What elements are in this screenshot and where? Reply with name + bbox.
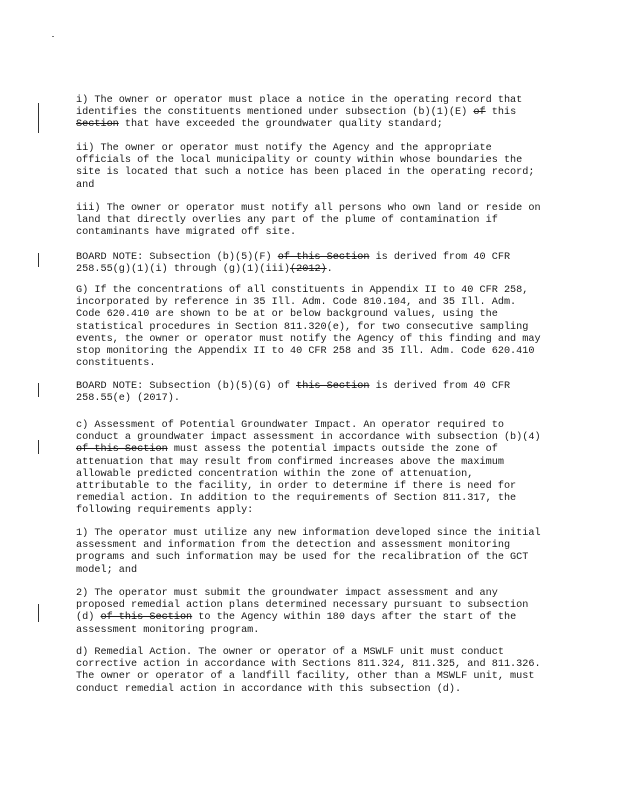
paragraph-i [76,95,546,132]
text-run: this [485,107,517,119]
text-run: that have exceeded the groundwater quality standard; [118,119,443,131]
paragraph-g [76,285,546,370]
revision-bar [38,103,39,133]
paragraph-iii [76,203,546,240]
text-run: 1) The operator must utilize any new information developed since the initial assessment and information from the detection and assessment monitoring programs and such information may be used for the recalibration of the GCT model; and [76,528,541,576]
scan-speck [52,36,54,37]
text-run: iii) The owner or operator must notify all persons who own land or reside on land that directly overlies any part of the plume of contamination if contaminants have migrated off site. [76,203,541,239]
struck-text: of [473,107,486,119]
revision-bar [38,604,39,622]
text-run: must assess the potential impacts outside the zone of attenuation that may result from confirmed increases above the maximum allowable predicted concentration within the zone of attenuation, attributable to the facility, in order to determine if there is need for remedial action. In addition to the requirements of Section 811.317, the following requirements apply: [76,444,517,517]
text-run: ii) The owner or operator must notify the Agency and the appropriate officials of the local municipality or county within whose boundaries the site is located that such a notice has been placed in the operating record; and [76,143,535,191]
board-note-1 [76,252,546,276]
text-run: G) If the concentrations of all constituents in Appendix II to 40 CFR 258, incorporated by reference in 35 Ill. Adm. Code 810.104, and 35 Ill. Adm. Code 620.410 are shown to be at or below background values, using the statistical procedures in Section 811.320(e), for two consecutive sampling events, the owner or operator must notify the Agency of this finding and may stop monitoring the Appendix II to 40 CFR 258 and 35 Ill. Adm. Code 620.410 constituents. [76,285,541,370]
paragraph-c-1 [76,528,546,577]
struck-text: of this Section [76,444,168,456]
text-run: 2) The operator must submit the groundwater impact assessment and any proposed remedial action plans determined necessary pursuant to subsection (d) [76,588,529,624]
paragraph-c [76,420,546,518]
text-run: d) Remedial Action. The owner or operator of a MSWLF unit must conduct corrective action in accordance with Sections 811.324, 811.325, and 811.326. The owner or operator of a landfill facility, other than a MSWLF unit, must conduct remedial action in accordance with this subsection (d). [76,647,541,695]
revision-bar [38,253,39,267]
struck-text: of this Section [100,612,193,624]
text-run: . [326,264,333,276]
text-run: BOARD NOTE: Subsection (b)(5)(F) [76,252,278,263]
paragraph-c-2 [76,588,546,637]
paragraph-ii [76,143,546,192]
paragraph-d [76,647,546,696]
struck-text: (2012) [289,264,327,276]
text-run: c) Assessment of Potential Groundwater Impact. An operator required to conduct a groundwater impact assessment in accordance with subsection (b)(4) [76,420,541,444]
text-run: i) The owner or operator must place a notice in the operating record that identifies the constituents mentioned under subsection (b)(1)(E) [76,95,523,119]
struck-text: this Section [296,381,370,392]
text-run: is derived from 40 CFR 258.55(e) (2017). [76,381,511,405]
text-run: BOARD NOTE: Subsection (b)(5)(G) of [76,381,297,392]
board-note-2 [76,381,546,405]
text-run: to the Agency within 180 days after the start of the assessment monitoring program. [76,612,517,636]
text-run: is derived from 40 CFR 258.55(g)(1)(i) through (g)(1)(iii) [76,252,511,276]
revision-bar [38,440,39,454]
revision-bar [38,383,39,397]
struck-text: Section [76,119,119,131]
struck-text: of this Section [277,252,370,263]
